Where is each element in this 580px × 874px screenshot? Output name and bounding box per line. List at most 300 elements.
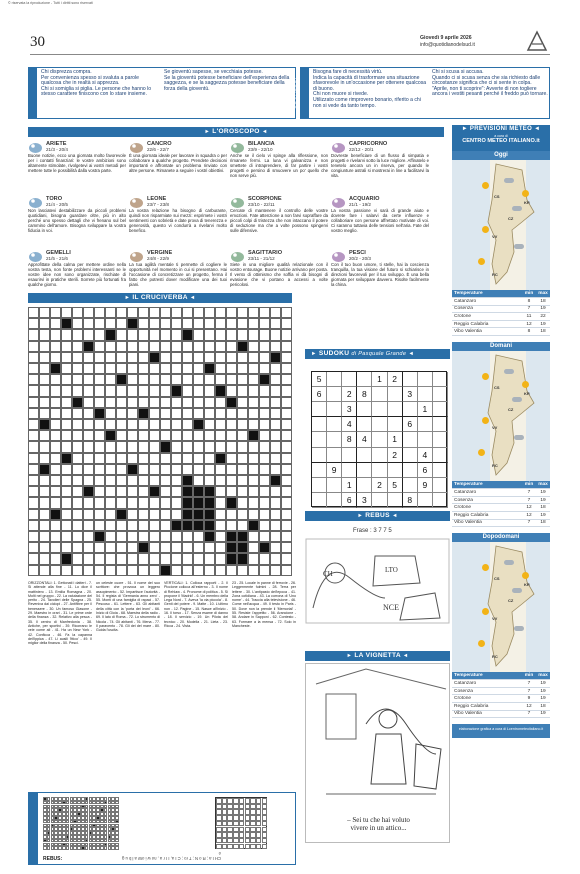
crossword-cell[interactable]: [171, 531, 182, 542]
crossword-cell[interactable]: [127, 397, 138, 408]
crossword-cell[interactable]: [193, 475, 204, 486]
crossword-cell[interactable]: [193, 397, 204, 408]
crossword-cell[interactable]: [259, 341, 270, 352]
crossword-cell[interactable]: [248, 509, 259, 520]
crossword-cell[interactable]: [138, 453, 149, 464]
crossword-cell[interactable]: [127, 419, 138, 430]
crossword-cell[interactable]: [259, 363, 270, 374]
crossword-cell[interactable]: [94, 419, 105, 430]
crossword-cell[interactable]: [215, 408, 226, 419]
sudoku-cell[interactable]: [372, 417, 387, 432]
crossword-cell[interactable]: [61, 509, 72, 520]
crossword-cell[interactable]: [226, 385, 237, 396]
crossword-cell[interactable]: [204, 385, 215, 396]
crossword-cell[interactable]: [149, 553, 160, 564]
crossword-cell[interactable]: [215, 441, 226, 452]
crossword-cell[interactable]: [50, 341, 61, 352]
sudoku-cell[interactable]: [327, 448, 342, 463]
crossword-cell[interactable]: [281, 430, 292, 441]
crossword-cell[interactable]: [259, 453, 270, 464]
crossword-cell[interactable]: [182, 441, 193, 452]
crossword-cell[interactable]: [281, 385, 292, 396]
sudoku-cell[interactable]: [433, 478, 448, 493]
crossword-cell[interactable]: [270, 341, 281, 352]
crossword-cell[interactable]: [226, 430, 237, 441]
crossword-cell[interactable]: [270, 363, 281, 374]
crossword-cell[interactable]: [193, 408, 204, 419]
crossword-cell[interactable]: [204, 542, 215, 553]
contact-email[interactable]: info@quotidianodelsud.it: [420, 42, 475, 48]
crossword-cell[interactable]: [248, 318, 259, 329]
crossword-cell[interactable]: [50, 397, 61, 408]
crossword-cell[interactable]: [270, 453, 281, 464]
crossword-cell[interactable]: [105, 486, 116, 497]
crossword-cell[interactable]: [105, 497, 116, 508]
sudoku-cell[interactable]: [327, 432, 342, 447]
crossword-cell[interactable]: [270, 318, 281, 329]
crossword-cell[interactable]: [281, 531, 292, 542]
crossword-cell[interactable]: [259, 553, 270, 564]
crossword-cell[interactable]: [171, 408, 182, 419]
crossword-cell[interactable]: [149, 363, 160, 374]
crossword-cell[interactable]: [193, 441, 204, 452]
crossword-cell[interactable]: [237, 464, 248, 475]
crossword-cell[interactable]: [28, 497, 39, 508]
crossword-cell[interactable]: [39, 363, 50, 374]
crossword-cell[interactable]: [182, 531, 193, 542]
sudoku-grid[interactable]: [311, 371, 447, 507]
crossword-cell[interactable]: [39, 542, 50, 553]
crossword-cell[interactable]: [182, 453, 193, 464]
crossword-cell[interactable]: [248, 553, 259, 564]
crossword-cell[interactable]: [28, 565, 39, 576]
crossword-cell[interactable]: [171, 553, 182, 564]
crossword-cell[interactable]: [72, 464, 83, 475]
crossword-cell[interactable]: [160, 531, 171, 542]
crossword-cell[interactable]: [39, 531, 50, 542]
crossword-cell[interactable]: [61, 397, 72, 408]
crossword-cell[interactable]: [226, 352, 237, 363]
crossword-cell[interactable]: [237, 497, 248, 508]
crossword-cell[interactable]: [72, 509, 83, 520]
sudoku-cell[interactable]: [327, 372, 342, 387]
crossword-cell[interactable]: [160, 520, 171, 531]
sudoku-cell[interactable]: [403, 478, 418, 493]
crossword-cell[interactable]: [281, 453, 292, 464]
crossword-cell[interactable]: [61, 385, 72, 396]
crossword-cell[interactable]: [28, 464, 39, 475]
sudoku-cell[interactable]: [357, 478, 372, 493]
crossword-cell[interactable]: [116, 531, 127, 542]
crossword-cell[interactable]: [281, 408, 292, 419]
crossword-cell[interactable]: [116, 397, 127, 408]
crossword-cell[interactable]: [226, 329, 237, 340]
crossword-cell[interactable]: [281, 441, 292, 452]
crossword-cell[interactable]: [270, 430, 281, 441]
crossword-cell[interactable]: [204, 318, 215, 329]
crossword-cell[interactable]: [94, 520, 105, 531]
crossword-cell[interactable]: [105, 520, 116, 531]
sudoku-cell[interactable]: [403, 432, 418, 447]
crossword-cell[interactable]: [116, 565, 127, 576]
sudoku-cell[interactable]: [433, 448, 448, 463]
crossword-cell[interactable]: [171, 318, 182, 329]
crossword-cell[interactable]: [105, 441, 116, 452]
crossword-cell[interactable]: [72, 453, 83, 464]
crossword-cell[interactable]: [138, 441, 149, 452]
crossword-cell[interactable]: [193, 464, 204, 475]
crossword-cell[interactable]: [39, 441, 50, 452]
crossword-cell[interactable]: [237, 453, 248, 464]
crossword-cell[interactable]: [28, 352, 39, 363]
crossword-cell[interactable]: [61, 497, 72, 508]
crossword-cell[interactable]: [28, 397, 39, 408]
crossword-cell[interactable]: [215, 464, 226, 475]
crossword-cell[interactable]: [72, 363, 83, 374]
crossword-cell[interactable]: [248, 497, 259, 508]
sudoku-cell[interactable]: [312, 463, 327, 478]
sudoku-cell[interactable]: [433, 402, 448, 417]
crossword-cell[interactable]: [94, 441, 105, 452]
sudoku-cell[interactable]: [388, 493, 403, 508]
crossword-cell[interactable]: [50, 520, 61, 531]
crossword-cell[interactable]: [204, 453, 215, 464]
crossword-cell[interactable]: [116, 341, 127, 352]
crossword-cell[interactable]: [149, 307, 160, 318]
crossword-cell[interactable]: [28, 374, 39, 385]
crossword-cell[interactable]: [226, 565, 237, 576]
sudoku-cell[interactable]: [357, 402, 372, 417]
crossword-cell[interactable]: [248, 486, 259, 497]
sudoku-cell[interactable]: [372, 493, 387, 508]
crossword-cell[interactable]: [160, 509, 171, 520]
crossword-cell[interactable]: [171, 363, 182, 374]
crossword-cell[interactable]: [193, 553, 204, 564]
crossword-cell[interactable]: [83, 542, 94, 553]
crossword-cell[interactable]: [248, 531, 259, 542]
crossword-cell[interactable]: [105, 464, 116, 475]
crossword-cell[interactable]: [28, 408, 39, 419]
crossword-cell[interactable]: [237, 509, 248, 520]
crossword-cell[interactable]: [83, 464, 94, 475]
crossword-cell[interactable]: [83, 453, 94, 464]
crossword-cell[interactable]: [270, 520, 281, 531]
crossword-cell[interactable]: [105, 542, 116, 553]
crossword-cell[interactable]: [193, 453, 204, 464]
crossword-cell[interactable]: [72, 486, 83, 497]
crossword-cell[interactable]: [281, 520, 292, 531]
crossword-cell[interactable]: [281, 329, 292, 340]
crossword-cell[interactable]: [105, 352, 116, 363]
crossword-cell[interactable]: [226, 509, 237, 520]
crossword-cell[interactable]: [138, 553, 149, 564]
crossword-cell[interactable]: [248, 363, 259, 374]
crossword-cell[interactable]: [259, 486, 270, 497]
crossword-cell[interactable]: [72, 553, 83, 564]
crossword-cell[interactable]: [105, 509, 116, 520]
crossword-cell[interactable]: [204, 464, 215, 475]
crossword-cell[interactable]: [226, 419, 237, 430]
crossword-cell[interactable]: [182, 565, 193, 576]
crossword-cell[interactable]: [193, 363, 204, 374]
crossword-cell[interactable]: [149, 464, 160, 475]
crossword-cell[interactable]: [39, 374, 50, 385]
crossword-cell[interactable]: [281, 307, 292, 318]
crossword-cell[interactable]: [237, 408, 248, 419]
sudoku-cell[interactable]: [433, 372, 448, 387]
crossword-cell[interactable]: [50, 307, 61, 318]
crossword-cell[interactable]: [127, 430, 138, 441]
crossword-cell[interactable]: [83, 363, 94, 374]
crossword-cell[interactable]: [281, 486, 292, 497]
crossword-cell[interactable]: [160, 363, 171, 374]
crossword-cell[interactable]: [94, 374, 105, 385]
crossword-cell[interactable]: [182, 352, 193, 363]
crossword-cell[interactable]: [259, 441, 270, 452]
crossword-cell[interactable]: [215, 497, 226, 508]
crossword-cell[interactable]: [281, 497, 292, 508]
crossword-cell[interactable]: [259, 408, 270, 419]
crossword-cell[interactable]: [105, 318, 116, 329]
crossword-cell[interactable]: [237, 363, 248, 374]
crossword-cell[interactable]: [138, 475, 149, 486]
crossword-cell[interactable]: [50, 430, 61, 441]
crossword-cell[interactable]: [83, 318, 94, 329]
crossword-cell[interactable]: [204, 441, 215, 452]
crossword-cell[interactable]: [94, 318, 105, 329]
crossword-cell[interactable]: [83, 329, 94, 340]
crossword-cell[interactable]: [61, 307, 72, 318]
crossword-cell[interactable]: [105, 531, 116, 542]
crossword-cell[interactable]: [61, 419, 72, 430]
crossword-cell[interactable]: [160, 475, 171, 486]
crossword-cell[interactable]: [171, 486, 182, 497]
crossword-cell[interactable]: [270, 464, 281, 475]
crossword-cell[interactable]: [215, 486, 226, 497]
crossword-cell[interactable]: [160, 385, 171, 396]
crossword-cell[interactable]: [94, 397, 105, 408]
crossword-cell[interactable]: [281, 475, 292, 486]
crossword-cell[interactable]: [226, 341, 237, 352]
crossword-cell[interactable]: [94, 430, 105, 441]
crossword-cell[interactable]: [138, 318, 149, 329]
crossword-cell[interactable]: [182, 374, 193, 385]
crossword-cell[interactable]: [215, 397, 226, 408]
crossword-cell[interactable]: [204, 419, 215, 430]
crossword-cell[interactable]: [248, 453, 259, 464]
crossword-cell[interactable]: [50, 475, 61, 486]
crossword-cell[interactable]: [28, 520, 39, 531]
crossword-cell[interactable]: [160, 497, 171, 508]
crossword-cell[interactable]: [215, 318, 226, 329]
crossword-cell[interactable]: [193, 329, 204, 340]
crossword-cell[interactable]: [94, 464, 105, 475]
crossword-cell[interactable]: [237, 419, 248, 430]
sudoku-cell[interactable]: [418, 387, 433, 402]
crossword-cell[interactable]: [259, 531, 270, 542]
crossword-cell[interactable]: [149, 509, 160, 520]
crossword-cell[interactable]: [127, 531, 138, 542]
sudoku-cell[interactable]: [357, 417, 372, 432]
crossword-cell[interactable]: [83, 441, 94, 452]
crossword-cell[interactable]: [28, 341, 39, 352]
crossword-cell[interactable]: [83, 374, 94, 385]
crossword-cell[interactable]: [28, 430, 39, 441]
crossword-cell[interactable]: [83, 385, 94, 396]
crossword-cell[interactable]: [28, 329, 39, 340]
crossword-cell[interactable]: [281, 318, 292, 329]
crossword-cell[interactable]: [171, 441, 182, 452]
crossword-cell[interactable]: [50, 385, 61, 396]
crossword-cell[interactable]: [204, 329, 215, 340]
crossword-cell[interactable]: [270, 542, 281, 553]
crossword-cell[interactable]: [50, 553, 61, 564]
crossword-cell[interactable]: [160, 419, 171, 430]
crossword-cell[interactable]: [127, 542, 138, 553]
crossword-cell[interactable]: [50, 453, 61, 464]
crossword-cell[interactable]: [116, 385, 127, 396]
crossword-cell[interactable]: [259, 565, 270, 576]
crossword-cell[interactable]: [204, 352, 215, 363]
crossword-cell[interactable]: [226, 441, 237, 452]
crossword-cell[interactable]: [182, 341, 193, 352]
crossword-cell[interactable]: [204, 307, 215, 318]
crossword-cell[interactable]: [94, 385, 105, 396]
crossword-cell[interactable]: [61, 352, 72, 363]
crossword-cell[interactable]: [248, 441, 259, 452]
crossword-cell[interactable]: [138, 565, 149, 576]
crossword-cell[interactable]: [83, 307, 94, 318]
crossword-cell[interactable]: [171, 329, 182, 340]
crossword-cell[interactable]: [28, 419, 39, 430]
crossword-cell[interactable]: [259, 464, 270, 475]
crossword-cell[interactable]: [248, 464, 259, 475]
crossword-cell[interactable]: [105, 408, 116, 419]
crossword-cell[interactable]: [204, 565, 215, 576]
crossword-cell[interactable]: [39, 318, 50, 329]
sudoku-cell[interactable]: [372, 432, 387, 447]
crossword-cell[interactable]: [61, 486, 72, 497]
crossword-cell[interactable]: [127, 520, 138, 531]
crossword-cell[interactable]: [248, 374, 259, 385]
crossword-cell[interactable]: [248, 385, 259, 396]
crossword-cell[interactable]: [72, 352, 83, 363]
sudoku-cell[interactable]: [372, 463, 387, 478]
sudoku-cell[interactable]: [433, 417, 448, 432]
crossword-cell[interactable]: [215, 542, 226, 553]
crossword-cell[interactable]: [149, 497, 160, 508]
crossword-cell[interactable]: [171, 419, 182, 430]
crossword-cell[interactable]: [116, 453, 127, 464]
crossword-cell[interactable]: [61, 441, 72, 452]
crossword-cell[interactable]: [149, 341, 160, 352]
crossword-cell[interactable]: [138, 374, 149, 385]
crossword-cell[interactable]: [237, 430, 248, 441]
crossword-cell[interactable]: [160, 408, 171, 419]
crossword-cell[interactable]: [105, 385, 116, 396]
crossword-cell[interactable]: [83, 419, 94, 430]
crossword-cell[interactable]: [138, 486, 149, 497]
crossword-cell[interactable]: [138, 520, 149, 531]
crossword-cell[interactable]: [83, 531, 94, 542]
sudoku-cell[interactable]: [312, 478, 327, 493]
crossword-cell[interactable]: [72, 318, 83, 329]
sudoku-cell[interactable]: [327, 493, 342, 508]
crossword-cell[interactable]: [160, 553, 171, 564]
crossword-cell[interactable]: [226, 408, 237, 419]
crossword-cell[interactable]: [72, 565, 83, 576]
sudoku-cell[interactable]: [312, 432, 327, 447]
crossword-cell[interactable]: [94, 486, 105, 497]
crossword-cell[interactable]: [127, 486, 138, 497]
crossword-cell[interactable]: [72, 408, 83, 419]
crossword-cell[interactable]: [28, 531, 39, 542]
crossword-cell[interactable]: [204, 397, 215, 408]
crossword-cell[interactable]: [105, 565, 116, 576]
crossword-cell[interactable]: [61, 464, 72, 475]
crossword-cell[interactable]: [270, 486, 281, 497]
crossword-cell[interactable]: [116, 497, 127, 508]
crossword-cell[interactable]: [39, 475, 50, 486]
crossword-cell[interactable]: [237, 486, 248, 497]
crossword-cell[interactable]: [105, 363, 116, 374]
crossword-cell[interactable]: [138, 509, 149, 520]
crossword-cell[interactable]: [39, 453, 50, 464]
crossword-cell[interactable]: [50, 486, 61, 497]
crossword-cell[interactable]: [94, 352, 105, 363]
crossword-cell[interactable]: [193, 352, 204, 363]
crossword-cell[interactable]: [127, 441, 138, 452]
crossword-cell[interactable]: [149, 385, 160, 396]
sudoku-cell[interactable]: [327, 478, 342, 493]
crossword-cell[interactable]: [105, 553, 116, 564]
crossword-cell[interactable]: [259, 475, 270, 486]
sudoku-cell[interactable]: [342, 448, 357, 463]
crossword-cell[interactable]: [237, 329, 248, 340]
crossword-cell[interactable]: [116, 307, 127, 318]
crossword-cell[interactable]: [28, 553, 39, 564]
crossword-cell[interactable]: [193, 430, 204, 441]
crossword-cell[interactable]: [248, 408, 259, 419]
sudoku-cell[interactable]: [357, 463, 372, 478]
sudoku-cell[interactable]: [357, 448, 372, 463]
crossword-cell[interactable]: [105, 475, 116, 486]
crossword-cell[interactable]: [127, 307, 138, 318]
crossword-cell[interactable]: [39, 397, 50, 408]
crossword-cell[interactable]: [171, 497, 182, 508]
crossword-cell[interactable]: [215, 430, 226, 441]
crossword-cell[interactable]: [61, 341, 72, 352]
crossword-cell[interactable]: [83, 509, 94, 520]
crossword-cell[interactable]: [94, 341, 105, 352]
sudoku-cell[interactable]: [342, 463, 357, 478]
sudoku-cell[interactable]: [403, 402, 418, 417]
crossword-cell[interactable]: [83, 475, 94, 486]
crossword-cell[interactable]: [116, 430, 127, 441]
crossword-cell[interactable]: [138, 329, 149, 340]
crossword-cell[interactable]: [160, 486, 171, 497]
crossword-cell[interactable]: [149, 531, 160, 542]
crossword-cell[interactable]: [61, 520, 72, 531]
crossword-cell[interactable]: [39, 486, 50, 497]
crossword-cell[interactable]: [28, 385, 39, 396]
crossword-cell[interactable]: [270, 397, 281, 408]
crossword-cell[interactable]: [94, 565, 105, 576]
sudoku-cell[interactable]: [327, 387, 342, 402]
crossword-cell[interactable]: [215, 475, 226, 486]
crossword-cell[interactable]: [61, 531, 72, 542]
crossword-cell[interactable]: [39, 497, 50, 508]
